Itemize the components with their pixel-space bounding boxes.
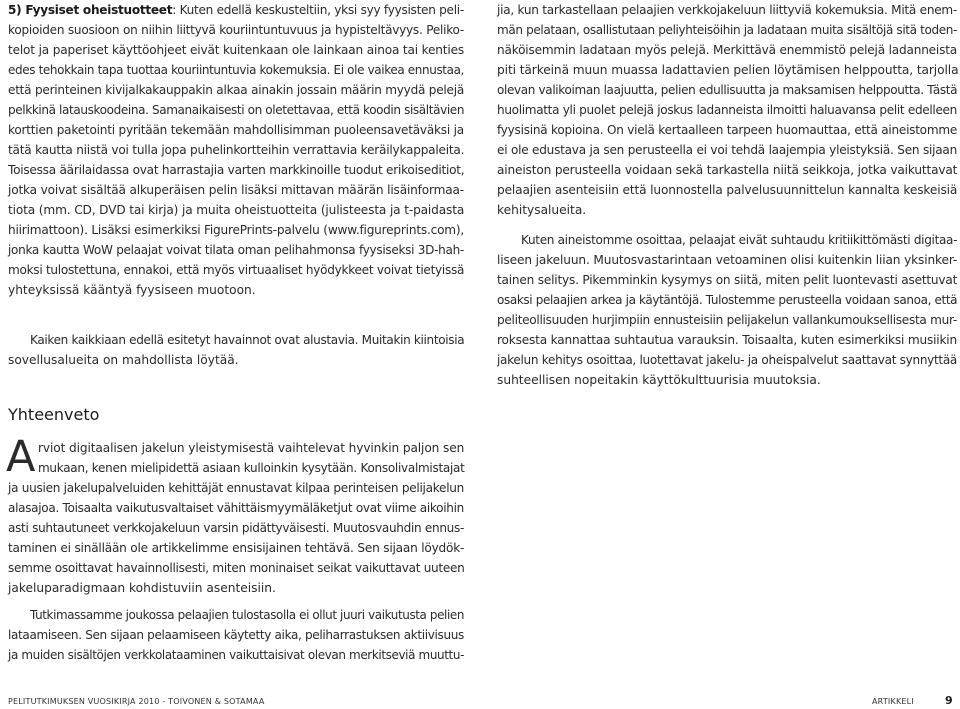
body-line: pelkkinä latauskoodeina. Samanaikaisesti on oletettavaa, että koodin sisältävien: [8, 103, 465, 117]
body-line: piti tärkeinä muun muassa ladattavien pelien löytämisen helppoutta, tarjolla: [497, 63, 959, 77]
body-line: moksi tulostettuna, ennakoi, että myös virtuaaliset hyödykkeet voivat tietyissä: [8, 263, 465, 277]
body-line: jakelun kehitys osoittaa, luotettavat jakelu- ja oheispalvelut saattavat synnyttää: [497, 353, 957, 367]
body-line: olevan valikoiman laajuutta, pelien edullisuutta ja maksamisen helppoutta. Tästä: [497, 83, 958, 97]
body-line: hiirimattoon). Lisäksi esimerkiksi FigurePrints-palvelu (www.figureprints.com),: [8, 223, 465, 237]
study-line: lataamiseen. Sen sijaan pelaamiseen käytetty aika, peliharrastuksen aktiivisuus: [8, 628, 464, 642]
body-line: kopioiden suosioon on niihin liittyvä kouriintuntuvuus ja hypisteltävyys. Peliko-: [8, 23, 464, 37]
body-line: pelaajien asenteisiin että luonnostella palvelusuunnittelun kannalta keskeisiä: [497, 183, 958, 197]
summary-line: jakeluparadigmaan kohdistuviin asenteisiin.: [8, 581, 276, 595]
body-line: suhteellisen nopeitakin käyttökulttuurisia muutoksia.: [497, 373, 821, 387]
body-line: telot ja paperiset käyttöohjeet eivät kuitenkaan ole lainkaan ainoa tai kenties: [8, 43, 464, 57]
body-line: että perinteinen kivijalkakauppakin alkaa ainakin jossain määrin myydä pelejä: [8, 83, 464, 97]
summary-line: semme osoittavat havainnollisesti, miten moninaiset seikat vaikuttavat uuteen: [8, 561, 465, 575]
body-line: kehitysalueita.: [497, 203, 587, 217]
page-number: 9: [945, 694, 953, 707]
drop-cap: A: [6, 432, 36, 482]
body-line: jia, kun tarkastellaan pelaajien verkkojakeluun liittyviä kokemuksia. Mitä enem-: [497, 3, 957, 17]
summary-line: rviot digitaalisen jakelun yleistymisestä vaihtelevat hyvinkin paljon sen: [38, 441, 465, 455]
body-line: huolimatta yli puolet pelejä joskus ladanneista ilmoitti haluavansa pelit edelleen: [497, 103, 957, 117]
summary-line: asti suhtautuneet verkkojakeluun varsin pidättyväisesti. Muutosvauhdin ennus-: [8, 521, 464, 535]
body-line: yhteyksissä kääntyä fyysiseen muotoon.: [8, 283, 256, 297]
study-line: ja muiden sisältöjen verkkolataaminen vaikuttaisivat olevan merkitseviä muuttu-: [8, 648, 464, 662]
summary-line: ja uusien jakelupalveluiden kehittäjät ennustavat kilpaa perinteisen pelijakelun: [8, 481, 465, 495]
body-line: osaksi pelaajien arkea ja käytäntöjä. Tulostemme perusteella voidaan sanoa, että: [497, 293, 958, 307]
conclusion-line: sovellusalueita on mahdollista löytää.: [8, 353, 239, 367]
body-line: jonka kautta WoW pelaajat voivat tilata oman pelihahmonsa fyysiseksi 3D-hah-: [8, 243, 464, 257]
body-line: näköisemmin ladataan myös pelejä. Merkittävä enemmistö pelejä ladanneista: [497, 43, 957, 57]
lead-rest: : Kuten edellä keskusteltiin, yksi syy fyysisten peli-: [172, 3, 464, 17]
body-line: liseen jakeluun. Muutosvastarintaan vetoaminen olisi kuitenkin liian yksinker-: [497, 253, 958, 267]
body-line: Toisessa äärilaidassa ovat harrastajia varten markkinoille tuodut erikoiseditiot,: [8, 163, 465, 177]
summary-line: mukaan, kenen mielipidettä asiaan kulloinkin kysytään. Konsolivalmistajat: [38, 461, 465, 475]
summary-line: alasajoa. Toisaalta vaikutusvaltaiset vähittäismyymäläketjut ovat viime aikoihin: [8, 501, 464, 515]
footer-section-label: ARTIKKELI: [872, 697, 914, 706]
item-lead-label: 5) Fyysiset oheistuotteet: [8, 3, 173, 17]
body-line: män pelataan, osallistutaan peliyhteisöihin ja ladataan muita sisältöjä sitä toden-: [497, 23, 957, 37]
body-line: aineiston perusteella voidaan sekä tarkastella niitä seikkoja, jotka vaikuttavat: [497, 163, 958, 177]
body-line: edes tehokkain tapa tuottaa kouriintuntuvia kokemuksia. Ei ole vaikea ennustaa,: [8, 63, 464, 77]
conclusion-line: Kaiken kaikkiaan edellä esitetyt havainnot ovat alustavia. Muitakin kiintoisia: [30, 333, 465, 347]
body-line: roksesta kannattaa suhtautua varauksin. Toisaalta, kuten esimerkiksi musiikin: [497, 333, 957, 347]
footer-journal: PELITUTKIMUKSEN VUOSIKIRJA 2010 - TOIVONEN & SOTAMAA: [8, 697, 265, 706]
study-line: Tutkimassamme joukossa pelaajien tulostasolla ei ollut juuri vaikutusta pelien: [30, 608, 464, 622]
body-line: jotka voivat sisältää alkuperäisen pelin lisäksi mittavan määrän lisäinformaa-: [8, 183, 464, 197]
body-line: tätä kautta niistä voi tulla jopa puhelinkortteihin verrattavia keräilykappaleita.: [8, 143, 465, 157]
body-line: peliteollisuuden hurjimpiin ennusteisiin pelijakelun vallankumouksellisesta mur-: [497, 313, 957, 327]
body-line: ei ole edustava ja sen perusteella ei voi tehdä laajempia yleistyksiä. Sen sijaan: [497, 143, 957, 157]
body-line: tiota (mm. CD, DVD tai kirja) ja muita oheistuotteita (julisteesta ja t-paidasta: [8, 203, 465, 217]
body-line: korttien paketointi pyritään tekemään mahdollisimman puoleensavetäväksi ja: [8, 123, 464, 137]
body-line: Kuten aineistomme osoittaa, pelaajat eivät suhtaudu kritiikittömästi digitaa-: [521, 233, 958, 247]
body-line: [8, 0, 464, 20]
summary-line: taminen ei sinällään ole artikkelimme ensisijainen tehtävä. Sen sijaan löydök-: [8, 541, 465, 555]
section-heading: Yhteenveto: [8, 405, 100, 424]
body-line: fyysisinä kopioina. On vielä kertaalleen tarpeen huomauttaa, että aineistomme: [497, 123, 957, 137]
body-line: tainen selitys. Pikemminkin kysymys on siitä, miten pelit luontevasti asettuvat: [497, 273, 958, 287]
